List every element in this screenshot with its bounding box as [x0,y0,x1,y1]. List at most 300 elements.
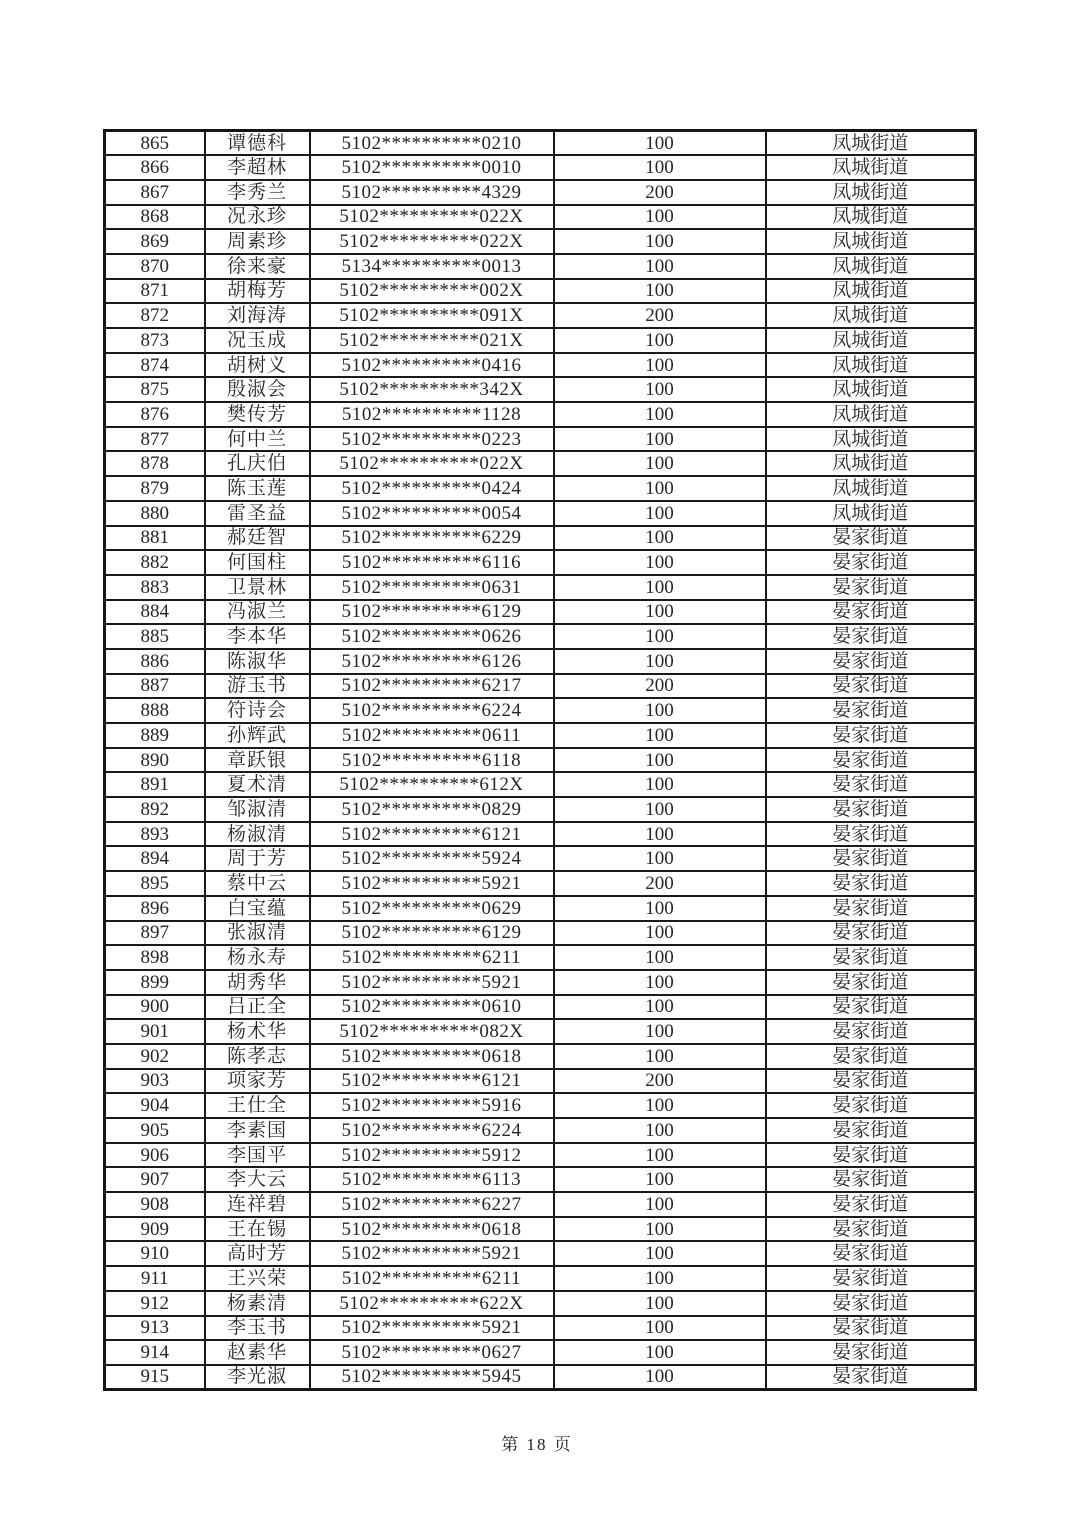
cell-id-number: 5102**********021X [310,328,554,353]
cell-row-number: 878 [105,451,205,476]
table-row [105,1069,976,1094]
cell-row-number: 874 [105,353,205,378]
cell-street-name: 晏家街道 [766,1241,976,1266]
table-row [105,1019,976,1044]
cell-amount: 100 [554,698,766,723]
cell-street-name: 晏家街道 [766,797,976,822]
table-row [105,155,976,180]
cell-person-name: 胡梅芳 [205,279,310,304]
cell-row-number: 895 [105,871,205,896]
cell-person-name: 冯淑兰 [205,600,310,625]
table-row [105,649,976,674]
cell-street-name: 晏家街道 [766,649,976,674]
cell-person-name: 杨素清 [205,1291,310,1316]
cell-id-number: 5102**********6211 [310,945,554,970]
cell-amount: 100 [554,748,766,773]
cell-amount: 100 [554,1316,766,1341]
page-number-label: 第 18 页 [501,1435,573,1454]
table-row [105,1316,976,1341]
cell-amount: 100 [554,501,766,526]
table-row [105,451,976,476]
cell-id-number: 5102**********0631 [310,575,554,600]
cell-row-number: 896 [105,896,205,921]
cell-street-name: 晏家街道 [766,1365,976,1390]
table-row [105,797,976,822]
cell-id-number: 5102**********0629 [310,896,554,921]
table-row [105,501,976,526]
cell-street-name: 凤城街道 [766,229,976,254]
cell-person-name: 周于芳 [205,846,310,871]
cell-amount: 100 [554,1044,766,1069]
cell-person-name: 杨永寿 [205,945,310,970]
table-row [105,970,976,995]
cell-amount: 100 [554,624,766,649]
table-row [105,1266,976,1291]
cell-id-number: 5102**********622X [310,1291,554,1316]
cell-id-number: 5102**********5912 [310,1143,554,1168]
cell-amount: 100 [554,1241,766,1266]
cell-street-name: 晏家街道 [766,600,976,625]
cell-id-number: 5102**********6118 [310,748,554,773]
cell-id-number: 5102**********6129 [310,600,554,625]
table-body [105,131,976,1390]
cell-street-name: 晏家街道 [766,846,976,871]
table-row [105,698,976,723]
cell-row-number: 893 [105,822,205,847]
cell-row-number: 881 [105,526,205,551]
cell-id-number: 5102**********6121 [310,1069,554,1094]
table-row [105,674,976,699]
cell-street-name: 晏家街道 [766,1340,976,1365]
cell-street-name: 晏家街道 [766,550,976,575]
cell-row-number: 875 [105,377,205,402]
cell-street-name: 晏家街道 [766,748,976,773]
cell-amount: 100 [554,896,766,921]
cell-row-number: 867 [105,180,205,205]
cell-id-number: 5102**********5916 [310,1093,554,1118]
cell-street-name: 凤城街道 [766,303,976,328]
table-row [105,131,976,156]
cell-amount: 100 [554,402,766,427]
cell-person-name: 徐来豪 [205,254,310,279]
cell-person-name: 项家芳 [205,1069,310,1094]
table-row [105,1167,976,1192]
cell-person-name: 周素珍 [205,229,310,254]
cell-row-number: 887 [105,674,205,699]
cell-amount: 200 [554,674,766,699]
cell-amount: 100 [554,772,766,797]
cell-id-number: 5102**********4329 [310,180,554,205]
table-row [105,846,976,871]
cell-street-name: 晏家街道 [766,945,976,970]
cell-street-name: 晏家街道 [766,698,976,723]
cell-person-name: 白宝蕴 [205,896,310,921]
cell-row-number: 868 [105,205,205,230]
cell-person-name: 连祥碧 [205,1192,310,1217]
table-row [105,772,976,797]
table-row [105,1340,976,1365]
cell-row-number: 883 [105,575,205,600]
cell-id-number: 5102**********091X [310,303,554,328]
cell-person-name: 郝廷智 [205,526,310,551]
cell-amount: 100 [554,254,766,279]
cell-street-name: 晏家街道 [766,921,976,946]
cell-amount: 100 [554,1192,766,1217]
cell-id-number: 5102**********022X [310,451,554,476]
cell-amount: 100 [554,131,766,156]
table-row [105,550,976,575]
cell-id-number: 5102**********0416 [310,353,554,378]
cell-row-number: 910 [105,1241,205,1266]
cell-id-number: 5102**********5921 [310,970,554,995]
cell-row-number: 915 [105,1365,205,1390]
cell-person-name: 况玉成 [205,328,310,353]
table-row [105,427,976,452]
cell-street-name: 凤城街道 [766,451,976,476]
table-row [105,205,976,230]
cell-amount: 100 [554,797,766,822]
cell-person-name: 李超林 [205,155,310,180]
cell-street-name: 凤城街道 [766,254,976,279]
table-row [105,229,976,254]
cell-street-name: 晏家街道 [766,1217,976,1242]
cell-amount: 100 [554,600,766,625]
cell-person-name: 李秀兰 [205,180,310,205]
cell-street-name: 凤城街道 [766,402,976,427]
cell-amount: 100 [554,1019,766,1044]
cell-id-number: 5102**********5945 [310,1365,554,1390]
cell-person-name: 李素国 [205,1118,310,1143]
cell-street-name: 凤城街道 [766,353,976,378]
table-row [105,600,976,625]
table-row [105,1143,976,1168]
cell-row-number: 872 [105,303,205,328]
cell-person-name: 谭德科 [205,131,310,156]
cell-id-number: 5102**********6121 [310,822,554,847]
cell-amount: 100 [554,995,766,1020]
cell-person-name: 卫景林 [205,575,310,600]
table-row [105,748,976,773]
cell-person-name: 杨淑清 [205,822,310,847]
cell-row-number: 909 [105,1217,205,1242]
table-row [105,1044,976,1069]
cell-person-name: 杨术华 [205,1019,310,1044]
table-row [105,1241,976,1266]
cell-amount: 100 [554,476,766,501]
cell-person-name: 王在锡 [205,1217,310,1242]
table-row [105,476,976,501]
cell-person-name: 雷圣益 [205,501,310,526]
cell-amount: 100 [554,1365,766,1390]
cell-row-number: 902 [105,1044,205,1069]
cell-person-name: 夏术清 [205,772,310,797]
cell-person-name: 陈玉莲 [205,476,310,501]
cell-id-number: 5102**********342X [310,377,554,402]
cell-amount: 100 [554,550,766,575]
cell-row-number: 879 [105,476,205,501]
cell-row-number: 899 [105,970,205,995]
cell-amount: 100 [554,427,766,452]
cell-amount: 100 [554,921,766,946]
cell-person-name: 章跃银 [205,748,310,773]
cell-street-name: 晏家街道 [766,1019,976,1044]
cell-row-number: 865 [105,131,205,156]
cell-row-number: 907 [105,1167,205,1192]
cell-amount: 200 [554,1069,766,1094]
cell-person-name: 李玉书 [205,1316,310,1341]
cell-id-number: 5102**********0610 [310,995,554,1020]
table-row [105,723,976,748]
cell-id-number: 5102**********0626 [310,624,554,649]
cell-person-name: 蔡中云 [205,871,310,896]
cell-amount: 100 [554,1167,766,1192]
cell-amount: 100 [554,279,766,304]
cell-amount: 100 [554,1118,766,1143]
cell-id-number: 5102**********6217 [310,674,554,699]
cell-id-number: 5102**********022X [310,205,554,230]
payment-roster-table [103,129,977,1391]
cell-person-name: 李大云 [205,1167,310,1192]
cell-row-number: 897 [105,921,205,946]
cell-id-number: 5102**********002X [310,279,554,304]
cell-street-name: 晏家街道 [766,995,976,1020]
table-row [105,1217,976,1242]
cell-street-name: 凤城街道 [766,476,976,501]
table-row [105,921,976,946]
cell-person-name: 李国平 [205,1143,310,1168]
page-footer [0,1430,1074,1455]
cell-street-name: 晏家街道 [766,674,976,699]
cell-amount: 100 [554,353,766,378]
cell-row-number: 884 [105,600,205,625]
cell-id-number: 5102**********082X [310,1019,554,1044]
table-row [105,1365,976,1390]
cell-id-number: 5102**********6116 [310,550,554,575]
table-row [105,1291,976,1316]
cell-id-number: 5134**********0013 [310,254,554,279]
cell-row-number: 911 [105,1266,205,1291]
cell-amount: 100 [554,649,766,674]
cell-person-name: 况永珍 [205,205,310,230]
cell-person-name: 胡秀华 [205,970,310,995]
cell-street-name: 晏家街道 [766,1093,976,1118]
cell-street-name: 晏家街道 [766,1069,976,1094]
table-row [105,180,976,205]
cell-amount: 100 [554,970,766,995]
cell-person-name: 高时芳 [205,1241,310,1266]
cell-row-number: 876 [105,402,205,427]
cell-person-name: 赵素华 [205,1340,310,1365]
cell-person-name: 李光淑 [205,1365,310,1390]
cell-row-number: 894 [105,846,205,871]
cell-id-number: 5102**********6129 [310,921,554,946]
cell-id-number: 5102**********6224 [310,1118,554,1143]
cell-amount: 100 [554,377,766,402]
table-row [105,871,976,896]
cell-amount: 100 [554,1143,766,1168]
cell-id-number: 5102**********6227 [310,1192,554,1217]
cell-person-name: 吕正全 [205,995,310,1020]
cell-id-number: 5102**********0627 [310,1340,554,1365]
cell-row-number: 866 [105,155,205,180]
cell-street-name: 凤城街道 [766,131,976,156]
cell-id-number: 5102**********0223 [310,427,554,452]
cell-amount: 100 [554,1340,766,1365]
table-row [105,353,976,378]
cell-row-number: 912 [105,1291,205,1316]
cell-person-name: 刘海涛 [205,303,310,328]
cell-street-name: 凤城街道 [766,377,976,402]
cell-person-name: 陈孝志 [205,1044,310,1069]
cell-person-name: 何国柱 [205,550,310,575]
cell-id-number: 5102**********0210 [310,131,554,156]
cell-row-number: 904 [105,1093,205,1118]
table-row [105,1093,976,1118]
cell-street-name: 晏家街道 [766,1143,976,1168]
cell-row-number: 869 [105,229,205,254]
cell-person-name: 孔庆伯 [205,451,310,476]
cell-amount: 100 [554,1291,766,1316]
cell-person-name: 何中兰 [205,427,310,452]
cell-street-name: 晏家街道 [766,871,976,896]
cell-amount: 100 [554,451,766,476]
cell-amount: 200 [554,303,766,328]
cell-street-name: 晏家街道 [766,1316,976,1341]
cell-amount: 100 [554,1093,766,1118]
cell-street-name: 晏家街道 [766,970,976,995]
table-row [105,995,976,1020]
cell-person-name: 游玉书 [205,674,310,699]
cell-id-number: 5102**********6229 [310,526,554,551]
cell-amount: 100 [554,1217,766,1242]
cell-row-number: 901 [105,1019,205,1044]
cell-row-number: 877 [105,427,205,452]
cell-id-number: 5102**********0829 [310,797,554,822]
cell-row-number: 906 [105,1143,205,1168]
cell-street-name: 凤城街道 [766,427,976,452]
cell-id-number: 5102**********0611 [310,723,554,748]
cell-id-number: 5102**********6113 [310,1167,554,1192]
cell-amount: 100 [554,1266,766,1291]
cell-id-number: 5102**********0618 [310,1217,554,1242]
cell-street-name: 晏家街道 [766,1167,976,1192]
cell-id-number: 5102**********0618 [310,1044,554,1069]
cell-street-name: 晏家街道 [766,1266,976,1291]
cell-street-name: 晏家街道 [766,1118,976,1143]
cell-row-number: 873 [105,328,205,353]
cell-amount: 100 [554,328,766,353]
cell-id-number: 5102**********0424 [310,476,554,501]
cell-row-number: 889 [105,723,205,748]
table-row [105,377,976,402]
cell-id-number: 5102**********5921 [310,871,554,896]
cell-id-number: 5102**********6224 [310,698,554,723]
cell-id-number: 5102**********6126 [310,649,554,674]
cell-amount: 200 [554,180,766,205]
cell-row-number: 898 [105,945,205,970]
cell-person-name: 王兴荣 [205,1266,310,1291]
table-row [105,945,976,970]
cell-street-name: 晏家街道 [766,896,976,921]
cell-amount: 100 [554,155,766,180]
cell-street-name: 凤城街道 [766,328,976,353]
table-row [105,328,976,353]
cell-row-number: 871 [105,279,205,304]
cell-row-number: 870 [105,254,205,279]
cell-amount: 100 [554,822,766,847]
cell-street-name: 凤城街道 [766,180,976,205]
cell-row-number: 908 [105,1192,205,1217]
cell-person-name: 符诗会 [205,698,310,723]
cell-person-name: 张淑清 [205,921,310,946]
table-row [105,624,976,649]
cell-id-number: 5102**********5921 [310,1241,554,1266]
cell-amount: 100 [554,526,766,551]
cell-person-name: 殷淑会 [205,377,310,402]
cell-row-number: 891 [105,772,205,797]
table-row [105,402,976,427]
cell-amount: 100 [554,945,766,970]
cell-id-number: 5102**********5924 [310,846,554,871]
cell-person-name: 孙辉武 [205,723,310,748]
cell-row-number: 885 [105,624,205,649]
cell-street-name: 凤城街道 [766,155,976,180]
cell-street-name: 晏家街道 [766,526,976,551]
table-row [105,1192,976,1217]
cell-amount: 100 [554,229,766,254]
cell-person-name: 樊传芳 [205,402,310,427]
cell-row-number: 888 [105,698,205,723]
cell-amount: 100 [554,205,766,230]
cell-person-name: 王仕全 [205,1093,310,1118]
cell-street-name: 晏家街道 [766,1192,976,1217]
cell-id-number: 5102**********612X [310,772,554,797]
cell-street-name: 凤城街道 [766,279,976,304]
cell-id-number: 5102**********0054 [310,501,554,526]
cell-street-name: 晏家街道 [766,772,976,797]
cell-street-name: 晏家街道 [766,575,976,600]
table-row [105,896,976,921]
cell-street-name: 晏家街道 [766,723,976,748]
cell-id-number: 5102**********1128 [310,402,554,427]
cell-row-number: 882 [105,550,205,575]
cell-row-number: 903 [105,1069,205,1094]
cell-row-number: 890 [105,748,205,773]
cell-amount: 100 [554,723,766,748]
cell-row-number: 892 [105,797,205,822]
cell-row-number: 886 [105,649,205,674]
cell-row-number: 905 [105,1118,205,1143]
cell-id-number: 5102**********5921 [310,1316,554,1341]
cell-person-name: 李本华 [205,624,310,649]
cell-row-number: 880 [105,501,205,526]
cell-street-name: 晏家街道 [766,1044,976,1069]
cell-id-number: 5102**********0010 [310,155,554,180]
cell-street-name: 晏家街道 [766,822,976,847]
table-row [105,1118,976,1143]
cell-amount: 100 [554,575,766,600]
table-row [105,822,976,847]
cell-street-name: 凤城街道 [766,501,976,526]
cell-amount: 100 [554,846,766,871]
cell-id-number: 5102**********6211 [310,1266,554,1291]
cell-row-number: 914 [105,1340,205,1365]
cell-person-name: 邹淑清 [205,797,310,822]
table-row [105,303,976,328]
table-row [105,254,976,279]
table-row [105,279,976,304]
table-row [105,575,976,600]
